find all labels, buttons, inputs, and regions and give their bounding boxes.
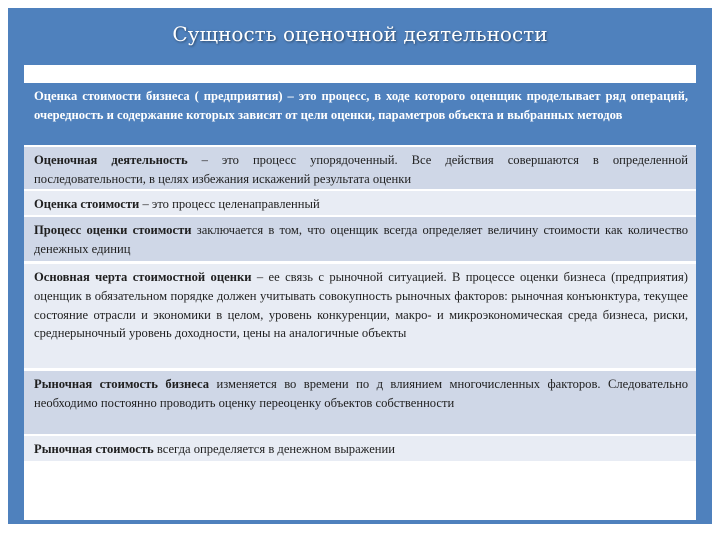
row-text: заключается в том, что оценщик всегда определяет величину стоимости как количество денежных единиц	[34, 223, 689, 256]
table-row-header	[24, 83, 696, 145]
row-term: Основная черта стоимостной оценки	[34, 270, 252, 284]
row-text: Оценка стоимости бизнеса ( предприятия) – это процесс, в ходе которого оценщик проделывает ряд операций, очередность и содержание которых зависят от цели оценки, параметров объекта и выбранных методов	[34, 89, 688, 122]
table-row	[24, 191, 696, 215]
row-text: всегда определяется в денежном выражении	[153, 442, 396, 456]
content-table	[24, 65, 696, 520]
row-text: – это процесс упорядоченный. Все действия совершаются в определенной последовательности, в целях избежания искажений результата оценки	[34, 153, 689, 186]
table-row	[24, 371, 696, 434]
row-term: Процесс оценки стоимости	[34, 223, 192, 237]
row-text: изменяется во времени по д влиянием многочисленных факторов. Следовательно необходимо постоянно проводить оценку переоценку объектов собственности	[34, 377, 689, 410]
table-row	[24, 217, 696, 261]
row-term: Оценочная деятельность	[34, 153, 188, 167]
table-row	[24, 147, 696, 189]
row-term: Оценка стоимости	[34, 197, 140, 211]
row-term: Рыночная стоимость	[34, 442, 154, 456]
table-row	[24, 436, 696, 461]
row-text: – это процесс целенаправленный	[139, 197, 320, 211]
slide-title: Сущность оценочной деятельности	[172, 22, 548, 46]
slide-frame	[8, 8, 712, 524]
row-term: Рыночная стоимость бизнеса	[34, 377, 210, 391]
table-row	[24, 264, 696, 368]
row-text: – ее связь с рыночной ситуацией. В процессе оценки бизнеса (предприятия) оценщик в обязательном порядке должен учитывать совокупность рыночных факторов: рыночная конъюнктура, текущее состояние отрасли и экономики в целом, уровень конкуренции, макро- и микроэкономическая среда бизнеса, риски, среднерыночный уровень доходности, цены на аналогичные объекты	[34, 270, 688, 341]
